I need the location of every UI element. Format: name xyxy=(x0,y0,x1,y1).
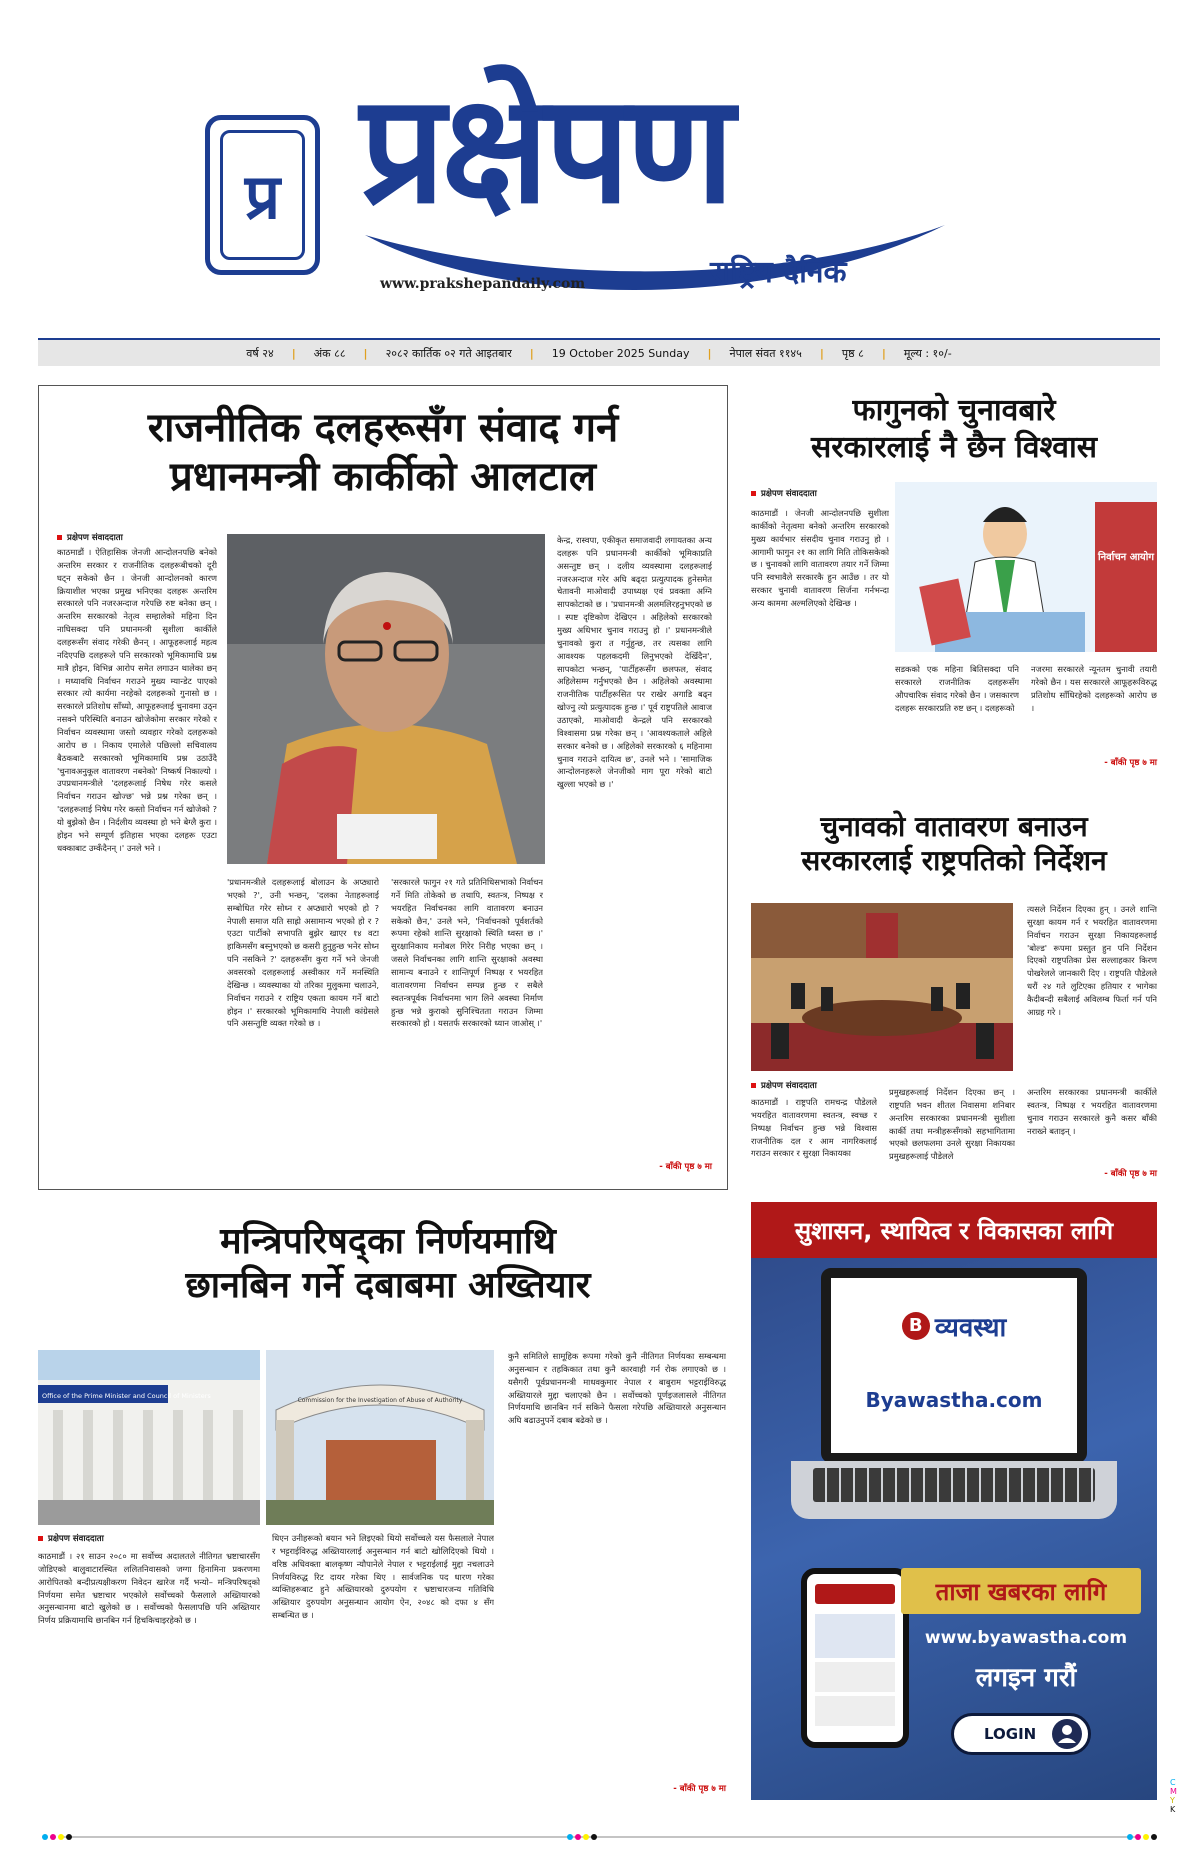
election-byline: प्रक्षेपण संवाददाता xyxy=(751,488,817,499)
logo-glyph: प्र xyxy=(244,160,281,233)
president-column-right: त्यसले निर्देशन दिएका हुन् । उनले शान्ति सुरक्षा कायम गर्न र भयरहित वातावरणमा निर्वाचन गराउन सुरक्षा निकायहरूलाई 'बोल्ड' रूपमा प्रस्तुत हुन पनि निर्देशन दिएको राष्ट्रपतिका प्रेस सल्लाहकार किरण पोखरेलले जानकारी दिए । राष्ट्रपति पौडेलले धरौं २४ गते लुटिएका हतियार र भागेका कैदीबन्दी सबैलाई अविलम्ब फिर्ता गर्न पनि आग्रह गरे । xyxy=(1027,904,1157,1017)
ciaa-photo xyxy=(266,1350,494,1525)
office-photo xyxy=(38,1350,260,1525)
president-continued-note[interactable]: - बाँकी पृष्ठ ७ मा xyxy=(1104,1169,1157,1179)
price: मूल्य : १०/- xyxy=(903,346,952,360)
issue-info-bar: वर्ष २४ | अंक ८८ | २०८२ कार्तिक ०२ गते आइतबार | 19 October 2025 Sunday | नेपाल संवत ११४५ | पृष्ठ ८ | मूल्य : १०/- xyxy=(38,338,1160,366)
president-column-1: काठमाडौं । राष्ट्रपति रामचन्द्र पौडेलले भयरहित वातावरणमा स्वतन्त्र, स्वच्छ र निष्पक्ष निर्वाचन हुन्छ भन्ने विश्वास राजनीतिक दल र आम नागरिकलाई गराउन सरकार र सुरक्षा निकायका xyxy=(751,1097,877,1159)
ciaa-continued-note[interactable]: - बाँकी पृष्ठ ७ मा xyxy=(673,1784,726,1794)
logo-emblem xyxy=(205,115,320,275)
masthead xyxy=(0,0,1200,330)
byawastha-advertisement[interactable] xyxy=(751,1202,1157,1800)
ciaa-gate-photo-icon xyxy=(266,1350,494,1525)
login-button[interactable] xyxy=(951,1713,1091,1755)
ciaa-sign: Commission for the Investigation of Abuse of Authority xyxy=(297,1397,463,1404)
office-sign: Office of the Prime Minister and Council of Ministers xyxy=(42,1392,211,1400)
ad-logo-icon: B xyxy=(902,1312,930,1340)
ciaa-story[interactable] xyxy=(38,1210,738,1810)
lead-column-2: 'प्रधानमन्त्रीले दलहरूलाई बोलाउन के अप्ठ्यारो भएको ?', उनी भन्छन्, 'दलका नेताहरूलाई सम्बोधित गरेर सोध्न र अप्ठ्यारो भएको हो ? नेपाली समाज यति साह्रो असामान्य भएको हो र ? एउटा पार्टीको सभापति बुझेर खाएर १४ वटा हाकिमसँग बस्नुभएको छ कसरी हुनुहुन्छ भनेर सोध्न पनि नसकिने ?' दलहरूसँग कुरा गर्ने भने जेनजी अवसरको दलहरूलाई अस्वीकार गर्ने मनस्थिति देखिन्छ । व्यवस्थाका यो तरिका मुलुकमा चलाउने, निर्वाचन गराउने र राष्ट्रिय एकता कायम गर्ने बाटो होइन ।' सरकारको भूमिकामाथि नेपाली कांग्रेसले पनि असन्तुष्टि व्यक्त गरेको छ । xyxy=(227,877,379,1029)
lead-column-3: 'सरकारले फागुन २१ गते प्रतिनिधिसभाको निर्वाचन गर्ने मिति तोकेको छ तथापि, स्वतन्त्र, निष्पक्ष र भयरहित निर्वाचनका लागि वातावरण बनाउन सकेको छैन,' उनले भने, 'निर्वाचनको पूर्वशर्तको रूपमा रहेको शान्ति सुरक्षाको स्थिति ध्वस्त छ ।' सुरक्षानिकाय मनोबल गिरेर निरीह भएका छन् । जसले निर्वाचनका लागि शान्ति सुरक्षाको अवस्था सामान्य बनाउने र शान्तिपूर्ण निष्पक्ष र भयरहित वातावरणमा निर्वाचन सम्पन्न हुन्छ र सबैले स्वतन्त्रपूर्वक निर्वाचनमा भाग लिने अवस्था निर्माण हुन्छ भन्ने कुराको सुनिश्चितता गराउन जिम्मा सरकारको हो । यसतर्फ सरकारको ध्यान जाओस् ।' xyxy=(391,877,543,1029)
lead-photo xyxy=(227,534,545,864)
ciaa-column-2: धिएन उनीहरूको बयान भने लिइएको थियो सर्वोच्चले यस फैसलाले नेपाल र भट्टराईविरुद्ध अख्तियारलाई अनुसन्धान गर्न बाटो खोलिदिएको थियो । वरिष्ठ अधिवक्ता बालकृष्ण न्यौपानेले नेपाल र भट्टराईलाई मुद्दा नचलाउने निर्णयविरुद्ध रिट दायर गरेका थिए । सार्वजनिक पद धारण गरेका व्यक्तिहरूबाट हुने अख्तियारको दुरुपयोग र भ्रष्टाचारजन्य गतिविधि अख्तियार दुरुपयोग अनुसन्धान आयोग ऐन, २०४८ को दफा ४ सँग सम्बन्धित छ । xyxy=(272,1533,494,1621)
page-count: पृष्ठ ८ xyxy=(841,346,864,360)
president-meeting-photo xyxy=(751,903,1013,1071)
user-icon xyxy=(1052,1719,1082,1749)
ciaa-column-3: कुनै समितिले सामूहिक रूपमा गरेको कुनै नीतिगत निर्णयका सम्बन्धमा अनुसन्धान र तहकिकात तथा कुनै कारवाही गर्न रोक लगाएको छ । यसैगरी पूर्वप्रधानमन्त्री माधवकुमार नेपाल र बाबुराम भट्टराईविरुद्ध अख्तियारले मुद्दा चलाएको छैन । सर्वोच्चको पूर्णइजलासले नीतिगत निर्णयमाथि छानबिन गर्न सकिने फैसला गरेपछि अख्तियारले अनुसन्धान अघि बढाउनुपर्ने दबाब बढेको छ । xyxy=(508,1351,726,1426)
website-url: www.prakshepandaily.com xyxy=(380,276,586,292)
prime-minister-photo-icon xyxy=(227,534,545,864)
print-registration-bar xyxy=(0,1830,1200,1844)
ad-banner: सुशासन, स्थायित्व र विकासका लागि xyxy=(751,1202,1157,1258)
ballot-cartoon-icon xyxy=(895,482,1157,652)
ad-call-to-action: ताजा खबरका लागि xyxy=(901,1568,1141,1614)
lead-story[interactable] xyxy=(38,385,728,1190)
president-column-3: अन्तरिम सरकारका प्रधानमन्त्री कार्कीले स्वतन्त्र, निष्पक्ष र भयरहित वातावरणमा चुनाव गराउन सरकारले कुनै कसर बाँकी नराख्ने बताइन् । xyxy=(1027,1087,1157,1136)
election-column-2: सडकको एक महिना बितिसक्दा पनि सरकारले राजनीतिक दलहरूसँग औपचारिक संवाद गरेको छैन । जसकारण दलहरू सरकारप्रति रुष्ट छन् । दलहरूको xyxy=(895,664,1019,713)
login-button-label: LOGIN xyxy=(984,1725,1037,1743)
lead-column-4: केन्द्र, रास्वपा, एकीकृत समाजवादी लगायतका अन्य दलहरू पनि प्रधानमन्त्री कार्कीको भूमिकाप्रति असन्तुष्ट छन् । दलीय व्यवस्थामा दलहरूलाई नजरअन्दाज गरेर अघि बढ्दा प्रत्युत्पादक हुनेसमेत चेतावनी माओवादी उपाध्यक्ष एवं प्रवक्ता अग्नि सापकोटाको छ । 'प्रधानमन्त्री अलमलिरहनुभएको छ । स्पष्ट दृष्टिकोण देखिएन । अहिलेको सरकारको मुख्य अधिभार चुनाव गराउनु हो ।' प्रधानमन्त्रीले चुनावको कुरा त गर्नुहुन्छ, तर त्यसका लागि आवश्यक पहलकदमी लिनुभएको देखिँदैन', सापकोटा भन्छन्, 'पार्टीहरूसँग छलफल, संवाद अहिलेसम्म गर्नुभएको छैन । अहिलेको अवस्थामा राजनीतिक पार्टीहरूसित पर राखेर अगाडि बढ्न खोज्नु त्यो प्रत्युत्पादक हुन्छ ।' पूर्व राष्ट्रपतिले आवाज उठाएको, माओवादी केन्द्रले पनि सरकारको विश्वासमा प्रश्न गरेका छन् । 'आवश्यकताले अहिले सरकार बनेको छ । अहिलेको सरकारको ६ महिनामा चुनाव गराउने दायित्व छ', उनले भने । 'सामाजिक आन्दोलनहरूले जेनजीको माग पूरा गरेको बाटो खुल्ला भएको छ ।' xyxy=(557,535,712,790)
lead-byline: प्रक्षेपण संवाददाता xyxy=(57,532,123,543)
lead-continued-note[interactable]: - बाँकी पृष्ठ ७ मा xyxy=(659,1162,712,1172)
smartphone xyxy=(801,1568,909,1748)
government-building-photo-icon xyxy=(38,1350,260,1525)
president-headline[interactable]: चुनावको वातावरण बनाउन सरकारलाई राष्ट्रपतिको निर्देशन xyxy=(801,810,1107,878)
lead-column-1: काठमाडौं । ऐतिहासिक जेनजी आन्दोलनपछि बनेको अन्तरिम सरकार र राजनीतिक दलहरूबीचको दूरी घट्न सकेको छैन । जेनजी आन्दोलनको कारण क्रियाशील भएका प्रमुख भनिएका दलहरू अन्तरिम सरकारले पनि नजरअन्दाज गरेपछि रुष्ट बनेका छन् । अन्तरिम सरकारको नेतृत्व सम्हालेको महिना दिन नाघिसक्दा पनि प्रधानमन्त्री सुशीला कार्कीले दलहरूसँग संवाद गरेकी छैनन् । आफूहरूलाई महत्व नदिएपछि दलहरूले पनि सरकारको भूमिकामाथि प्रश्न मात्रै होइन, विभिन्न आरोप समेत लगाउन थालेका छन् । मध्यावधि निर्वाचन गराउने मुख्य म्यान्डेट पाएको सरकार त्यो कार्यमा नरहेको दलहरूको गुनासो छ । सरकारले प्रतिशोध साँध्यो, आफूहरूलाई चुनावमा उठ्न नसक्ने परिस्थिति बनाउन खोजेकोमा सरकार गरेको र निर्वाचन व्यवस्थामा जस्तो व्यवहार गरेको दलहरूको आरोप छ । निकाय एमालेले पछिल्लो सचिवालय बैठकबाटै सरकारको भूमिकामाथि प्रश्न उठाउँदै 'चुनावअनुकूल वातावरण नबनेको' निष्कर्ष निकाल्यो । उपप्रधानमन्त्रीले 'दलहरूलाई निषेध गरेर कसले निर्वाचन गराउन खोज्छ' भन्ने प्रश्न गरेका छन् । 'दलहरूलाई निषेध गरेर कस्तो निर्वाचन गर्न खोजेको ? यो बुझेको छैन । निर्दलीय व्यवस्था हो भने बेग्लै कुरा । होइन भने सम्पूर्ण इतिहास भएका दलहरू एउटा धक्काबाट उम्कँदैनन् ।' उनले भने । xyxy=(57,547,217,853)
election-column-3: नजरमा सरकारले न्यूनतम चुनावी तयारी गरेको छैन । यस सरकारले आफूहरूविरुद्ध प्रतिशोध साँधिरहेको दलहरूको आरोप छ । xyxy=(1031,664,1157,713)
newspaper-title: प्रक्षेपण xyxy=(360,63,731,237)
volume-year: वर्ष २४ xyxy=(246,346,274,360)
laptop-keyboard xyxy=(813,1468,1095,1502)
laptop-screen xyxy=(821,1268,1087,1463)
ciaa-byline: प्रक्षेपण संवाददाता xyxy=(38,1533,104,1544)
president-column-2: प्रमुखहरूलाई निर्देशन दिएका छन् । राष्ट्रपति भवन शीतल निवासमा शनिबार अन्तरिम सरकारका प्रधानमन्त्री सुशीला कार्की तथा मन्त्रीहरूसँगको सहभागितामा भएको छलफलमा उनले सुरक्षा निकायका प्रमुखहरूलाई पौडेलले xyxy=(889,1087,1015,1162)
newspaper-subtitle: राष्ट्रिय दैनिक xyxy=(710,255,847,290)
ciaa-headline[interactable]: मन्त्रिपरिषद्का निर्णयमाथि छानबिन गर्ने दबाबमा अख्तियार xyxy=(185,1221,591,1306)
date-english: 19 October 2025 Sunday xyxy=(551,346,690,360)
election-story[interactable] xyxy=(751,385,1157,805)
ad-brand-english: Byawastha.com xyxy=(865,1388,1043,1412)
meeting-room-photo-icon xyxy=(751,903,1013,1071)
lead-headline[interactable]: राजनीतिक दलहरूसँग संवाद गर्न प्रधानमन्त्री कार्कीको आलटाल xyxy=(147,405,619,500)
election-headline[interactable]: फागुनको चुनावबारे सरकारलाई नै छैन विश्वास xyxy=(810,393,1098,465)
election-column-1: काठमाडौं । जेनजी आन्दोलनपछि सुशीला कार्कीको नेतृत्वमा बनेको अन्तरिम सरकारको मुख्य कार्यभार संसदीय चुनाव गराउनु हो । आगामी फागुन २१ का लागि मिति तोकिसकेको छ । चुनावको लागि वातावरण तयार गर्ने जिम्मा पनि स्वभावैले सरकारकै हुन आउँछ । तर यो सरकार चुनावी वातावरण सिर्जना गर्नभन्दा अन्य काममा अल्मलिएको देखिन्छ । xyxy=(751,508,889,609)
cmyk-marks: C M Y K xyxy=(1170,1778,1177,1814)
election-cartoon xyxy=(895,482,1157,652)
president-story[interactable] xyxy=(751,810,1157,1195)
ciaa-column-1: काठमाडौं । २१ साउन २०८० मा सर्वोच्च अदालतले नीतिगत भ्रष्टाचारसँग जोडिएको बालुवाटारस्थित ललितनिवासको जग्गा हिनामिना प्रकरणमा आरोपितको बन्दीप्रत्यक्षीकरण निवेदन खारेज गर्दै भन्यो– मन्त्रिपरिषद्को निर्णयमा समेत भ्रष्टाचार भएकोले सर्वोच्चको फैसलाले अख्तियारको अनुसन्धानमा बाटो खुलेको छ । सर्वोच्चको फैसलापछि पनि अख्तियार निर्णय प्रक्रियामाथि छानबिन गर्न हिचकिचाइरहेको छ । xyxy=(38,1551,260,1626)
ad-url[interactable]: www.byawastha.com xyxy=(924,1628,1128,1648)
nepal-samvat: नेपाल संवत ११४५ xyxy=(729,346,802,360)
date-nepali: २०८२ कार्तिक ०२ गते आइतबार xyxy=(385,346,512,360)
election-continued-note[interactable]: - बाँकी पृष्ठ ७ मा xyxy=(1104,758,1157,768)
issue-number: अंक ८८ xyxy=(313,346,346,360)
cartoon-label: निर्वाचन आयोग xyxy=(1098,552,1154,563)
ad-brand-nepali: व्यवस्था xyxy=(934,1313,1007,1343)
ad-login-text: लगइन गरौं xyxy=(975,1663,1077,1693)
president-byline: प्रक्षेपण संवाददाता xyxy=(751,1080,817,1091)
